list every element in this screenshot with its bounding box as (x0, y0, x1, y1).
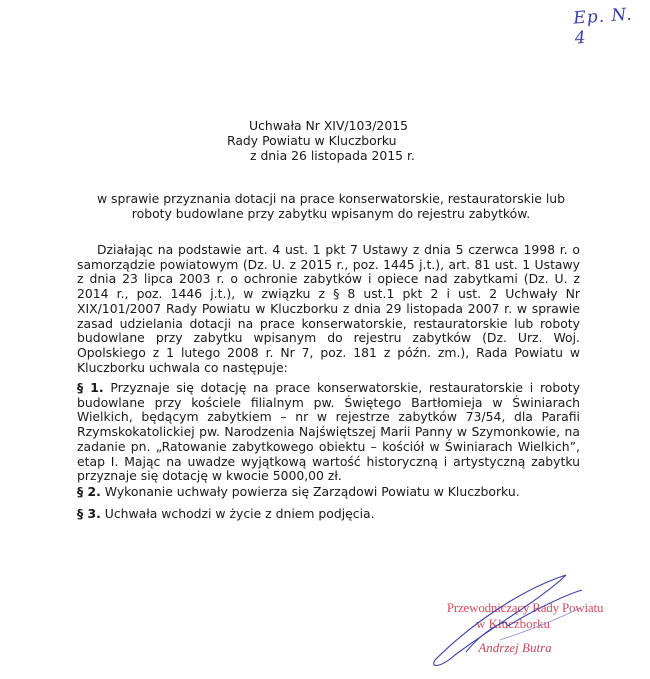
resolution-header (200, 118, 460, 163)
paragraph-3 (77, 507, 580, 522)
paragraph-mark: § 1. (77, 380, 104, 395)
stamp-role: Przewodniczący Rady Powiatu (446, 600, 604, 615)
handwritten-note: Ep. N. 4 (572, 4, 634, 49)
resolution-date: z dnia 26 listopada 2015 r. (250, 148, 415, 163)
paragraph-text: Uchwała wchodzi w życie z dniem podjęcia. (100, 506, 375, 521)
paragraph-text: Wykonanie uchwały powierza się Zarządowi Powiatu w Kluczborku. (100, 484, 520, 499)
resolution-title: Uchwała Nr XIV/103/2015 (249, 118, 408, 133)
paragraph-text: Przyznaje się dotację na prace konserwatorskie, restauratorskie i roboty budowlane przy kościele filialnym pw. Świętego Bartłomieja w Świniarach Wielkich, będącym zabytkiem – nr w rejestrze zabytków 73/54, dla Parafii Rzymskokatolickiej pw. Narodzenia Najświętszej Marii Panny w Szymonkowie, na zadanie pn. „Ratowanie zabytkowego obiektu – kościół w Świniarach Wielkich”, etap I. Mając na uwadze wyjątkową wartość historyczną i artystyczną zabytku przyznaje się dotację w kwocie 5000,00 zł. (77, 380, 581, 484)
stamp-place: w Kluczborku (475, 616, 550, 631)
paragraph-2 (77, 485, 580, 500)
paragraph-mark: § 2. (77, 484, 101, 499)
legal-basis-preamble: Działając na podstawie art. 4 ust. 1 pkt 7 Ustawy z dnia 5 czerwca 1998 r. o samorządzie powiatowym (Dz. U. z 2015 r., poz. 1445 j.t.), art. 81 ust. 1 Ustawy z dnia 23 lipca 2003 r. o ochronie zabytków i opiece nad zabytkami (Dz. U. z 2014 r., poz. 1446 j.t.), w związku z § 8 ust.1 pkt 2 i ust. 2 Uchwały Nr XIX/101/2007 Rady Powiatu w Kluczborku z dnia 29 listopada 2007 r. w sprawie zasad udzielania dotacji na prace konserwatorskie, restauratorskie lub roboty budowlane przy zabytku wpisanym do rejestru zabytków (Dz. Urz. Woj. Opolskiego z 1 lutego 2008 r. Nr 7, poz. 181 z późn. zm.), Rada Powiatu w Kluczborku uchwala co następuje: (77, 242, 580, 375)
signature-stamp (430, 600, 620, 656)
paragraph-mark: § 3. (77, 506, 101, 521)
resolution-body: Rady Powiatu w Kluczborku (227, 133, 397, 148)
stamp-name: Andrzej Butra (478, 640, 552, 655)
resolution-subject: w sprawie przyznania dotacji na prace konserwatorskie, restauratorskie lub roboty budowlane przy zabytku wpisanym do rejestru zabytków. (96, 191, 566, 221)
paragraph-1 (77, 381, 580, 484)
